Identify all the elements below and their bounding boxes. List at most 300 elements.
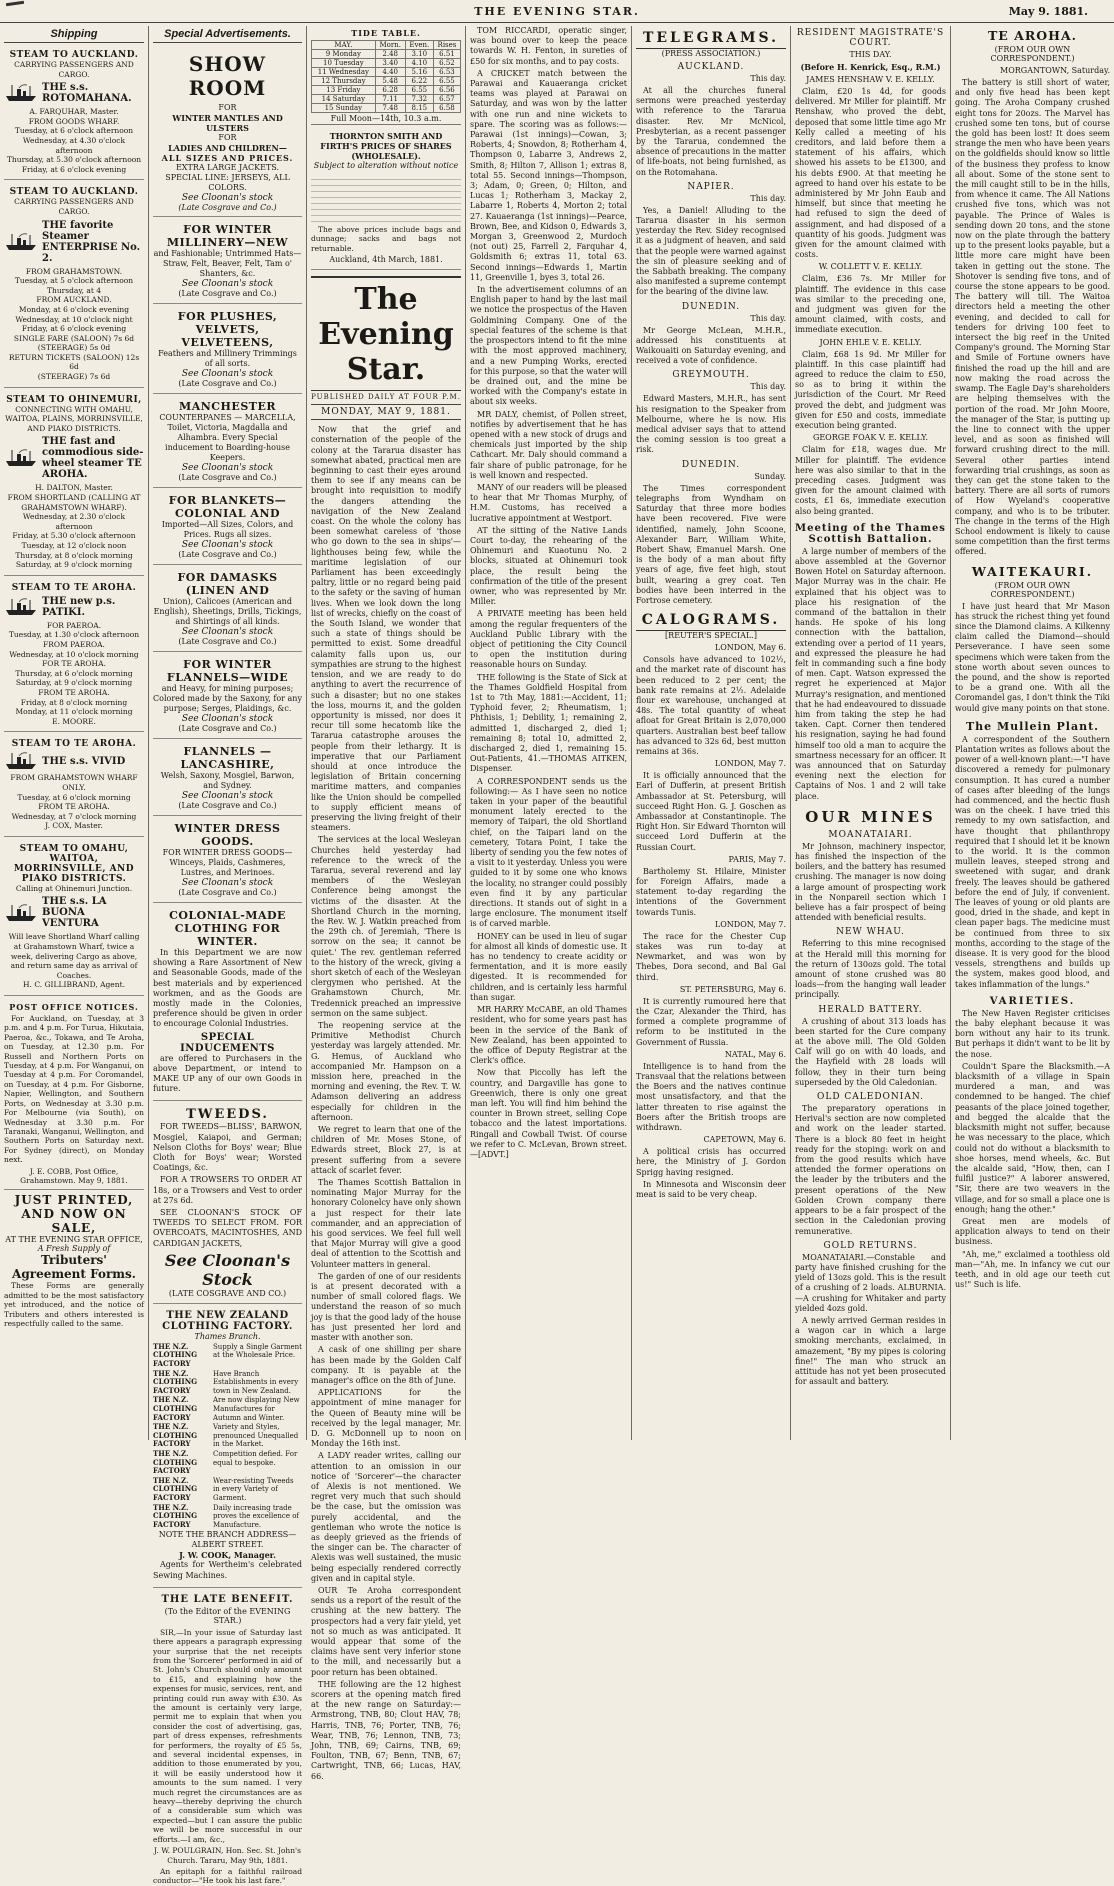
- draper-ad: [153, 819, 302, 903]
- post-office-text: For Auckland, on Tuesday, at 3 p.m. and 4 p.m. For Turua, Hikutaia, Paeroa, &c., Tokawa, and Te Aroha, on Tuesday, at 12.30 p.m. For Russell and Northern Ports on Tuesday, at 4 p.m. For Wanganui, on Tuesday at 4 p.m. For Coromandel, on Tuesday, at 4 p.m. For Gisborne, Napier, Wellington, and Southern Ports, on Wednesday at 3.30 p.m. For Melbourne (via South), on Wednesday at 3.30 p.m. For Taranaki, Wanganui, Wellington, and Southern Ports on Saturday next. For Sydney (direct), on Monday next.: [4, 1014, 145, 1165]
- editorial-paragraphs: [311, 425, 461, 1782]
- schedule-line: FROM AUCKLAND.: [36, 295, 112, 305]
- showroom-line: WINTER MANTLES AND ULSTERS: [172, 113, 283, 133]
- nzcf-row: [153, 1423, 302, 1449]
- schedule-line: Thursday, at 4: [46, 285, 102, 295]
- wertheim-note: Agents for Wertheim's celebrated Sewing Machines.: [153, 1560, 302, 1580]
- tide-cell: 14 Saturday: [312, 95, 376, 104]
- telegrams-title: TELEGRAMS.: [636, 30, 786, 49]
- printed-ad: [4, 1189, 144, 1328]
- column-telegrams: [632, 26, 790, 1440]
- news-paragraph: We regret to learn that one of the children of Mr. Moses Stone, of Edwards street, Block 27, is at present suffering from a severe attack of scarlet fever.: [311, 1125, 461, 1175]
- schedule-line: Friday, at 8 o'clock morning: [20, 697, 128, 707]
- column-editorial: [307, 26, 465, 1781]
- shipping-sub: CONNECTING WITH OMAHU, WAITOA, PLAINS, MORRINSVILLE, AND PIAKO DISTRICTS.: [5, 404, 143, 433]
- vessel-name: THE new p.s. PATIKI.: [42, 595, 116, 618]
- mine-text: Referring to this mine recognised at the Herald mill this morning for the return of 130ozs gold. The total amount of stone crushed was 80 loads—from the hanging wall leader principally.: [795, 939, 946, 1000]
- stock-source-late: (Late Cosgrave and Co.): [178, 724, 277, 733]
- tide-cell: 5.16: [405, 68, 433, 77]
- tide-table: [311, 40, 461, 113]
- schedule-line: Wednesday, at 7 o'clock morning: [11, 811, 137, 821]
- printed-text: These Forms are generally admitted to be the most satisfactory yet introduced, and the notice of Tributers and others interested is respectfully called to the same.: [4, 1281, 144, 1328]
- thornton-ad: [311, 128, 461, 270]
- schedule-line: Thursday, at 5.30 o'clock afternoon: [6, 155, 142, 165]
- tide-cell: 2.48: [375, 50, 405, 59]
- telegram-date: This day.: [750, 313, 786, 323]
- published-line: PUBLISHED DAILY AT FOUR P.M.: [311, 393, 461, 402]
- vessel-line: [4, 596, 144, 618]
- editorial-dateline: MONDAY, MAY 9, 1881.: [311, 404, 461, 420]
- tide-cell: 6.51: [433, 50, 460, 59]
- epitaph: An epitaph for a faithful railroad conductor—"He took his last fare.": [153, 1866, 302, 1886]
- stock-source: See Cloonan's stock: [181, 540, 274, 550]
- vessel-line: [4, 436, 144, 480]
- case-title: W. COLLETT V. E. KELLY.: [818, 262, 923, 272]
- variety-item: Great men are models of application always to tend on their business.: [955, 1216, 1110, 1247]
- nz-clothing-ad: [153, 1307, 302, 1588]
- tide-cell: 6.56: [433, 86, 460, 95]
- stock-source: See Cloonan's stock: [181, 279, 274, 289]
- te-aroha-date: MORGANTOWN, Saturday.: [1000, 66, 1110, 75]
- case-title: JOHN EHLE V. E. KELLY.: [819, 337, 922, 347]
- schedule-line: (STEERAGE) 7s 6d: [37, 372, 111, 382]
- tweeds-text: FOR TWEEDS—BLISS', BARWON, Mosgiel, Kaiapoi, and German; Nelson Cloths for Boys' wear; Blue Cloth for Boys' wear; Worsted Coatings, &c.: [153, 1122, 302, 1173]
- tide-header-cell: Morn.: [375, 41, 405, 50]
- tide-cell: 12 Thursday: [312, 77, 376, 86]
- tide-cell: 6.53: [433, 68, 460, 77]
- vessel-name: THE favorite Steamer ENTERPRISE No. 2.: [42, 219, 141, 264]
- nzcf-name: THE N.Z. CLOTHING FACTORY: [153, 1395, 198, 1422]
- mine-text: MOANATAIARI.—Constable and party have finished crushing for the yield of 13ozs gold. This is the result of a crushing of 2 loads. ALBURNIA.—A crushing for Whitaker and party yielded 4ozs gold.: [795, 1252, 946, 1313]
- stock-source: See Cloonan's stock: [181, 193, 274, 203]
- tweeds-ad: [153, 1104, 302, 1303]
- tide-header-cell: Even.: [405, 41, 433, 50]
- ad-heading: FOR WINTER FLANNELS—WIDE: [166, 658, 289, 684]
- ad-text: FOR WINTER DRESS GOODS—Winceys, Plaids, Cashmeres, Lustres, and Merinoes.: [162, 848, 293, 877]
- schedule-line: FROM GOODS WHARF.: [28, 116, 120, 126]
- printed-line: AT THE EVENING STAR OFFICE,: [5, 1235, 143, 1245]
- variety-item: The New Haven Register criticises the baby elephant because it was born without any hair to its trunk. But perhaps it didn't want to be lit by the nose.: [955, 1008, 1110, 1059]
- telegram-place: DUNEDIN.: [681, 459, 741, 470]
- te-aroha-title: TE AROHA.: [987, 28, 1078, 43]
- benefit-title: THE LATE BENEFIT.: [161, 1593, 294, 1605]
- nzcf-name: THE N.Z. CLOTHING FACTORY: [153, 1502, 198, 1529]
- schedule-line: FROM TE AROHA.: [38, 687, 110, 697]
- schedule-line: E. MOORE.: [52, 716, 96, 726]
- schedule-line: Saturday, at 9 o'clock morning: [15, 678, 133, 688]
- news-paragraph: A PRIVATE meeting has been held among the regular frequenters of the Auckland Public Library with the object of petitioning the City Council to open the institution during reasonable hours on Sunday.: [470, 609, 627, 670]
- schedule-line: RETURN TICKETS (SALOON) 12s 6d: [8, 352, 140, 372]
- news-paragraph: In the advertisement columns of an English paper to hand by the last mail we notice the prospectus of the Haven Goldmining Company. One of the special features of the scheme is that the prospectors intend to fit the mine with the most approved machinery, and a new Pumping Works, erected for this purpose, so that the water will be drained out, and the mine be worked with the Company's estate in about six weeks.: [470, 285, 627, 407]
- waitekauri-title: WAITEKAURI.: [971, 563, 1094, 579]
- schedule-line: Tuesday, at 1.30 o'clock afternoon: [8, 630, 140, 640]
- steamship-icon: [4, 449, 38, 467]
- mine-text: A crushing of about 313 loads has been started for the Cure company at the above mill. The Old Golden Calf will go on with 40 loads, and the Hayfield with 28 loads will follow, they in their turn being superseded by the Old Caledonian.: [795, 1016, 946, 1087]
- tide-cell: 4.10: [405, 59, 433, 68]
- schedule-line: J. COX, Master.: [45, 821, 103, 831]
- schedule-line: Wednesday, at 10 o'clock morning: [9, 649, 139, 659]
- news-paragraph: MANY of our readers will be pleased to hear that Mr Thomas Murphy, of H.M. Customs, has received a lucrative appointment at Westport.: [470, 482, 627, 523]
- ad-text: Imported—All Sizes, Colors, and Prices. Rugs all sizes.: [161, 520, 294, 539]
- tide-cell: 4.40: [375, 68, 405, 77]
- telegram-date: Sunday.: [754, 471, 786, 481]
- showroom-line: FOR: [218, 103, 237, 112]
- telegram-place: GREYMOUTH.: [672, 370, 750, 381]
- tide-row: [312, 59, 461, 68]
- schedule-line: (STEERAGE) 5s 0d: [37, 343, 111, 353]
- draper-ad: [153, 307, 302, 394]
- tweeds-stock-text: SEE CLOONAN'S STOCK OF TWEEDS TO SELECT FROM. FOR OVERCOATS, MACINTOSHES, AND CARDIGAN JACKETS,: [153, 1208, 302, 1248]
- steamship-icon: [4, 752, 38, 770]
- case-text: Claim, £20 1s 4d, for goods delivered. Mr Miller for plaintiff. Mr Renshaw, who proved the debt, deposed that some little time ago Mr Kelly called a meeting of his creditors, and laid before them a statement of his affairs, which showed his assets to be £1300, and his debts £900. At that meeting he agreed to hand over his estate to be administered by Mr John Eaub and himself, but since that meeting he had refused to sign the deed of assignment, and had disposed of a quantity of his goods. Judgment was given for the amount claimed with costs.: [795, 87, 946, 260]
- stock-source-late: (Late Cosgrave and Co.): [178, 203, 277, 212]
- telegram-date: This day.: [750, 193, 786, 203]
- shipping-title: STEAM TO TE AROHA.: [11, 582, 137, 593]
- cable-place: LONDON, May 7.: [714, 919, 786, 929]
- cable-text: In Minnesota and Wisconsin deer meat is said to be very cheap.: [636, 1179, 786, 1200]
- nzcf-row: [153, 1370, 302, 1396]
- benefit-to: (To the Editor of the EVENING STAR.): [164, 1606, 291, 1625]
- telegram-place: DUNEDIN.: [681, 301, 741, 312]
- case-title: GEORGE FOAK V. E. KELLY.: [812, 433, 929, 443]
- schedule-line: Wednesday, at 2.30 o'clock afternoon: [22, 512, 126, 531]
- news-paragraph: Now that Piccolly has left the country, and Dargaville has gone to Greenwich, there is only one great man left. You will find him behind the counter in Brown street, selling Cope tobacco and the latest importations. Ringall and Cowball Twist. Of course we refer to C. McLevan, Brown street.—[ADVT.]: [470, 1068, 627, 1159]
- nzcf-row: [153, 1396, 302, 1422]
- ad-text: Welsh, Saxony, Mosgiel, Barwon, and Sydney.: [160, 771, 295, 790]
- ad-text: COUNTERPANES — MARCELLA, Toilet, Victoria, Magdalla and Alhambra. Every Special inducement to Boarding-house Keepers.: [159, 413, 296, 462]
- mine-text: Mr Johnson, machinery inspector, has finished the inspection of the boilers, and the battery has resumed crushing. The manager is now doing a large amount of prospecting work in the Nonpareil section which I believe has a fair prospect of being attended with beneficial results.: [795, 841, 946, 923]
- cable-text: It is currently rumoured here that the Czar, Alexander the Third, has formed a complete programme of reform to be instituted in the Government of Russia.: [636, 996, 786, 1047]
- column-court-mines: [791, 26, 950, 1440]
- draper-ad: [153, 491, 302, 565]
- shipping-list: [4, 47, 144, 996]
- nzcf-claim: Have Branch Establishments in every town in New Zealand.: [213, 1369, 299, 1395]
- tide-row: [312, 104, 461, 113]
- nzcf-claim: Supply a Single Garment at the Wholesale Price.: [213, 1342, 302, 1360]
- stock-source-late: (Late Cosgrave and Co.): [178, 550, 277, 559]
- thornton-note: The above prices include bags and dunnage; sacks and bags not returnable.: [311, 225, 461, 253]
- post-office-title: POST OFFICE NOTICES.: [9, 1002, 139, 1013]
- stock-source-late: (Late Cosgrave and Co.): [178, 888, 277, 897]
- stock-source-late: (Late Cosgrave and Co.): [178, 379, 277, 388]
- nzcf-claim: Are now displaying New Manufactures for Autumn and Winter.: [213, 1396, 300, 1422]
- ad-heading: MANCHESTER: [179, 400, 276, 413]
- news-paragraph: A CORRESPONDENT sends us the following:— As I have seen no notice taken in your paper of the beautiful monument lately erected to the memory of Taipari, the old Shortland chief, on the Taipari land on the cemetery, Totara Point, I take the liberty of sending you the few notes of a visit to it yesterday. Unless you were guided to it by some one who knows the locality, no stranger could possibly even find it by any particular directions. It stands out of sight in a large enclosure. The monument itself is of carved marble.: [470, 776, 627, 929]
- telegram-date: This day.: [750, 74, 786, 83]
- vessel-line: [4, 220, 144, 264]
- shipping-entry: [4, 184, 144, 387]
- nzcf-name: THE N.Z. CLOTHING FACTORY: [153, 1449, 198, 1476]
- draper-ad: [153, 742, 302, 816]
- schedule-line: FROM GRAHAMSTOWN.: [25, 266, 123, 276]
- stock-source: See Cloonan's stock: [181, 627, 274, 637]
- steamship-icon: [4, 84, 38, 102]
- ad-heading: FOR PLUSHES, VELVETS, VELVETEENS,: [177, 310, 278, 349]
- nzcf-title: THE NEW ZEALAND CLOTHING FACTORY.: [162, 1309, 293, 1332]
- tide-cell: 3.40: [375, 59, 405, 68]
- telegram-text: Edward Masters, M.H.R., has sent his resignation to the Speaker from Melbourne, where he is now. His medical adviser says that to attend the coming session is too great a risk.: [636, 394, 786, 455]
- colonial-clothing-ad: [153, 906, 302, 1101]
- steamship-icon: [4, 904, 38, 922]
- shipping-entry: [4, 580, 144, 733]
- schedule-line: SINGLE FARE (SALOON) 7s 6d: [13, 333, 135, 343]
- stock-source-late: (Late Cosgrave and Co.): [178, 637, 277, 646]
- draper-ad: [153, 655, 302, 739]
- branch-address: NOTE THE BRANCH ADDRESS— ALBERT STREET.: [158, 1530, 297, 1550]
- tide-title: TIDE TABLE.: [351, 28, 421, 38]
- nzcf-name: THE N.Z. CLOTHING FACTORY: [153, 1341, 198, 1369]
- tide-cell: 3.10: [405, 50, 433, 59]
- mine-place: GOLD RETURNS.: [823, 1240, 918, 1251]
- schedule-line: Wednesday, at 10 o'clock night: [15, 314, 133, 324]
- column-local-news: [466, 26, 631, 1440]
- shipping-sub: CARRYING PASSENGERS AND CARGO.: [14, 60, 134, 79]
- news-paragraph: The garden of one of our residents is at present decorated with a number of small colored flags. We understand the reason of so much joy is that the good lady of the house has just presented her lord and master with another son.: [311, 1271, 461, 1343]
- german-anecdote: A newly arrived German resides in a wagon car in which a large smoking merchants, exclaimed, in amazement, "By my pipes is coloring fine!" The man who struck an attitude has not yet been prosecuted for assault and battery.: [795, 1315, 946, 1387]
- news-paragraph: AT the sitting of the Native Lands Court to-day, the rehearing of the Ohinemuri and Kuaotunu No. 2 blocks, situated at Ohinemuri took place, the result being the confirmation of the title of the present owner, who was represented by Mr. Miller.: [470, 525, 627, 607]
- cable-list: [636, 643, 786, 1200]
- thornton-signature: Auckland, 4th March, 1881.: [329, 255, 443, 265]
- see-cloonan: See Cloonan's Stock: [164, 1250, 291, 1289]
- case-text: Claim for £18, wages due. Mr Miller for plaintiff. The evidence here was also similar to that in the preceding cases. Judgment was given for the amount claimed with costs, £1 6s, immediate execution also being granted.: [795, 445, 946, 516]
- court-date: THIS DAY.: [849, 50, 892, 59]
- schedule-line: FROM TE AROHA.: [38, 802, 110, 812]
- column-district-news: [951, 26, 1114, 1440]
- stock-source: See Cloonan's stock: [181, 463, 274, 473]
- tide-cell: 6.22: [405, 77, 433, 86]
- full-moon: Full Moon—14th, 10.3 a.m.: [311, 113, 461, 125]
- vessel-line: [4, 752, 144, 770]
- nzcf-name: THE N.Z. CLOTHING FACTORY: [153, 1422, 198, 1449]
- nzcf-name: THE N.Z. CLOTHING FACTORY: [153, 1475, 198, 1502]
- printed-line: A Fresh Supply of: [37, 1244, 111, 1254]
- mullein-text: A correspondent of the Southern Plantation writes as follows about the power of a well-known plant:—"I have discovered a remedy for pulmonary consumption. It has cured a number of cases after bleeding of the lungs had commenced, and the hectic flush was on the cheek. I have tried this remedy to my own satisfaction, and have thought that philanthropy required that I should let it be known to the world. It is the common mullein leaves, steeped strong and sweetened with sugar, and drank freely. The leaves should be gathered before the end of July, if convenient. The leaves of young or old plants are good, dried in the shade, and kept in clean paper bags. The medicine must be continued from three to six months, according to the stage of the disease. It is very good for the blood vessels, strengthens and builds up the system, makes good blood, and takes inflammation of the lungs.": [955, 734, 1110, 989]
- nzcf-row: [153, 1343, 302, 1369]
- manager-name: J. W. COOK, Manager.: [179, 1550, 276, 1561]
- vessel-name: THE s.s. VIVID: [42, 755, 126, 767]
- post-office-signature: J. E. COBB, Post Office, Grahamstown. May 9, 1881.: [20, 1166, 128, 1185]
- printed-title: JUST PRINTED, AND NOW ON SALE,: [14, 1193, 134, 1236]
- tide-cell: 10 Tuesday: [312, 59, 376, 68]
- draper-ad: [153, 568, 302, 652]
- meeting-text: A large number of members of the above assembled at the Governor Bowen Hotel on Saturday afternoon. Major Murray was in the chair. He explained that his object was to place his resignation of the command of the battalion in their hands. He spoke of his long connection with the battalion, extending over a period of 11 years, and expressed the pleasure he had felt in commanding such a fine body of men. Capt. Watson expressed the regret he experienced at Major Murray's resignation, and mentioned that he had endeavoured to dissuade him from taking the step he had taken. Capt. Corner then tendered his resignation, saying he had found himself too old a man to acquire the smartness necessary for an officer. It was announced that on Saturday evening next the election for Captains of Nos. 1 and 2 will take place.: [795, 546, 946, 801]
- news-paragraph: APPLICATIONS for the appointment of mine manager for the Queen of Beauty mine will be received by the legal manager, Mr. D. G. McDonnell up to noon on Monday the 16th inst.: [311, 1388, 461, 1449]
- shipping-title: STEAM TO OMAHU, WAITOA, MORRINSVILLE, AND PIAKO DISTRICTS.: [13, 843, 135, 884]
- news-paragraph: OUR Te Aroha correspondent sends us a report of the result of the crushing at the new battery. The prospectors had a very fair yield, yet not so much as was anticipated. It would appear that some of the claims have sent very inferior stone to the mill, and necessarily but a poor return has been obtained.: [311, 1585, 461, 1677]
- nzcf-claim: Daily increasing trade proves the excellence of Manufacture.: [213, 1503, 300, 1529]
- shipping-entry: [4, 841, 144, 996]
- varieties-list: [955, 1009, 1110, 1290]
- mine-text: The preparatory operations in Herival's section are now completed and work on the leader started. There is a block 80 feet in height ready for the stoping: work on and from the good results which have attended the former operations on the leader by the tributers and the present operations of the New Golden Crown company there appears to be a fair prospect of the section in the Caledonian proving remunerative.: [795, 1104, 946, 1236]
- tide-cell: 6.58: [433, 104, 460, 113]
- nzcf-sub: Thames Branch.: [194, 1331, 261, 1341]
- case-title: JAMES HENSHAW V. E. KELLY.: [806, 75, 935, 84]
- news-paragraph: A LADY reader writes, calling our attention to an omission in our notice of 'Sorcerer'—the character of Alexis is not mentioned. We regret very much that such should be the case, but the omission was purely accidental, and the gentleman who wrote the notice is as deeply grieved as the friends of the singer can be. The character of Alexis was well sustained, the music being especially rendered correctly given and in capital style.: [311, 1451, 461, 1583]
- schedule-line: Friday, at 6 o'clock evening: [21, 164, 127, 174]
- tide-cell: 8.15: [405, 104, 433, 113]
- schedule-line: FROM PAEROA.: [43, 639, 105, 649]
- showroom-ad: [153, 47, 302, 217]
- vessel-name: THE s.s. LA BUONA VENTURA: [42, 896, 107, 930]
- cable-text: It is officially announced that the Earl of Dufferin, at present British Ambassador at St. Petersburg, will succeed Right Hon. G. J. Goschen as Ambassador at Constantinople. The Right Hon. Sir Edward Thornton will succeed Lord Dufferin at the Russian Court.: [636, 771, 786, 852]
- schedule-line: Tuesday, at 12 o'clock noon: [21, 541, 127, 550]
- cable-text: Intelligence is to hand from the Transvaal that the relations between the Boers and the natives continue most unsatisfactory, and that the latter threaten to rise against the Boers after the British troops are withdrawn.: [636, 1061, 786, 1133]
- nzcf-row: [153, 1477, 302, 1503]
- shipping-entry: [4, 736, 144, 837]
- telegram-place: NAPIER.: [687, 181, 735, 192]
- tide-cell: 6.52: [433, 59, 460, 68]
- news-paragraph: THE following is the State of Sick at the Thames Goldfield Hospital from 1st to 7th May, 1881:—Accident, 11; Typhoid fever, 2; Rheumatism, 1; Phthisis, 1; Debility, 1; remaining 2, admitted 1, discharged 2, died 1; remaining 8; total 10, admitted 2, discharged 2, died 1, remaining 15. Out-Patients, 41.—THOMAS AITKEN, Dispenser.: [470, 672, 627, 774]
- news-paragraph: HONEY can be used in lieu of sugar for almost all kinds of domestic use. It has no tendency to create acidity or fermentation, and it is more easily digested. It is recommended for children, and is certainly less harmful than sugar.: [470, 931, 627, 1002]
- column-header: Special Advertisements.: [153, 26, 302, 43]
- tide-cell: 7.32: [405, 95, 433, 104]
- news-paragraph: The services at the local Wesleyan Churches held yesterday had reference to the wreck of the Tararua, several reverend and lay members of the Wesleyan Conference being amongst the victims of the disaster. At the Shortland Church in the morning, the Rev. W. J. Watkin preached from the 29th ch. of Jeremiah, 'There is sorrow on the sea; it cannot be quiet.' The rev. gentleman referred to the history of the wreck, giving a short sketch of each of the Wesleyan clergymen who perished. At the Grahamstown Church, Mr. Tredennick preached an impressive sermon on the same subject.: [311, 835, 461, 1018]
- cable-place: LONDON, May 7.: [714, 759, 786, 769]
- schedule-line: Friday, at 5.30 o'clock afternoon: [12, 531, 136, 541]
- showroom-line: EXTRA LARGE JACKETS.: [175, 163, 280, 172]
- tide-cell: 7.48: [375, 104, 405, 113]
- cable-place: LONDON, May 6.: [714, 643, 786, 653]
- court-case-list: [795, 75, 946, 517]
- column-header: Shipping: [4, 26, 144, 43]
- shipping-title: STEAM TO TE AROHA.: [11, 739, 137, 750]
- ad-text: and Heavy, for mining purposes; Colored made by the Saxony, for any purpose; Serges, Plaidings, &c.: [153, 684, 302, 713]
- mines-list: [795, 830, 946, 1314]
- meeting-title: Meeting of the Thames Scottish Battalion.: [795, 522, 946, 545]
- news-paragraph: TOM RICCARDI, operatic singer, was bound over to keep the peace towards W. H. Fenton, in sureties of £50 for six months, and to pay costs.: [470, 26, 627, 66]
- telegram-text: The Times correspondent telegraphs from Wyndham on Saturday that three more bodies have been recovered. Five were identified, namely, John Scoone, Alexander Barr, William White, Robert Shaw, Emanuel Marsh. One is the body of a man about fifty years of age, five feet high, stout built, wearing a grey coat. Ten bodies have been interred in the Fortrose cemetery.: [636, 483, 786, 605]
- tweeds-title: TWEEDS.: [186, 1107, 269, 1123]
- cable-place: PARIS, May 7.: [728, 854, 786, 864]
- shipping-entry: [4, 47, 144, 180]
- schedule-line: FOR TE AROHA.: [42, 659, 106, 669]
- reuter-special: [REUTER'S SPECIAL.]: [665, 631, 757, 641]
- nzcf-claim: Competition defied. For equal to bespoke.: [213, 1450, 298, 1467]
- te-aroha-text: The battery is still short of water, and only five head has been kept going. The Aroha Company crushed eight tons for 20ozs. The Marvel has crushed some ten tons, but of course the gold has been lost! It does seem strange the men who have been years on the goldfields should know so little of the business they profess to know all about. Some of the stone sent to the mill caught still to be in the hills, from whence it came. The All Nations crushed five tons, which was not payable. The Prince of Wales is sending down 20 tons, and the stone now on the plate through the battery up to the present looks payable, but a little more care might have been taken in getting out the stone. The Shotover is sending five tons, and of course the stone appears to be good. The battery will till. The Waitoa directors held a meeting the other evening, and decided to call for tenders for driving 100 feet to intersect the big reef in the United Company's ground. The Morning Star and Smile of Fortune owners have finished the road up the hill and are now making the road across the swamp. The Eagle Day's shareholders are helping themselves with the portion of the road. Mr John Moore, the manager of the Star, is putting up the line to connect with the upper level, and as soon as finished will forward crushing direct to the mill. Several other parties intend forwarding trial crushings, as soon as they can get the stone taken to the battery. There are all sorts of rumors of How Wyeland's cooperative company, and who is to be tributer. The change in the terms of the High School endowment is likely to cause some competition than the first terms offered.: [955, 78, 1110, 557]
- telegram-text: At all the churches funeral sermons were preached yesterday with reference to the Tararua disaster. Rev. Mr McNicol, Presbyterian, as a recent passenger by the Tararua, condemned the absence of precautions in the matter of life-boats, not being furnished, as on the Rotomahana.: [636, 86, 786, 177]
- tide-cell: 9 Monday: [312, 50, 376, 59]
- tide-cell: 7.11: [375, 95, 405, 104]
- ad-heading: WINTER DRESS GOODS.: [174, 822, 281, 848]
- tide-row: [312, 86, 461, 95]
- press-association: (PRESS ASSOCIATION.): [661, 49, 761, 58]
- schedule-line: Tuesday, at 6 o'clock morning: [17, 792, 131, 802]
- schedule-line: Tuesday, at 5 o'clock afternoon: [14, 276, 134, 286]
- telegram-text: Yes, a Daniel! Alluding to the Tararua disaster in his sermon yesterday the Rev. Sidey recognised it as a judgment of heaven, and said that the people were warned against the sin of pleasure seeking and of the Sabbath breaking. The company also manifested a supreme contempt for the bearing of the divine law.: [636, 205, 786, 297]
- page-masthead: [0, 0, 1114, 23]
- local-news-paragraphs: [470, 26, 627, 1160]
- stock-source: See Cloonan's stock: [181, 369, 274, 379]
- waitekauri-text: I have just heard that Mr Mason has struck the richest thing yet found since the Diamond claims. A Kilkenny claim called the Diamond—should Perseverance. I have seen some specimens which were taken from the stone worth about seven ounces to the pound, and the show is reported to be a grand one. With all the Coromandel gas, I don't think the Tiki would give many points on that stone.: [955, 601, 1110, 713]
- schedule-line: A. FARQUHAR, Master.: [29, 107, 119, 117]
- vessel-line: [4, 896, 144, 929]
- ad-heading: FOR BLANKETS—COLONIAL AND: [168, 494, 287, 520]
- ad-heading: FOR DAMASKS (LINEN AND: [177, 571, 278, 597]
- printed-line: Tributers' Agreement Forms.: [12, 1253, 136, 1282]
- telegram-date: This day.: [750, 382, 786, 392]
- vessel-name: THE s.s. ROTOMAHANA.: [42, 82, 132, 105]
- case-text: Claim, £68 1s 9d. Mr Miller for plaintiff. In this case plaintiff had agreed to reduce the claim to £50, so as to bring it within the jurisdiction of the Court. Mr Reed proved the debt, and judgment was given for £50 and costs, immediate execution being granted.: [795, 349, 946, 431]
- cable-place: CAPETOWN, May 6.: [703, 1135, 786, 1145]
- showroom-line: ALL SIZES AND PRICES.: [161, 153, 294, 163]
- stock-source-late: (Late Cosgrave and Co.): [178, 289, 277, 298]
- shipping-entry: [4, 392, 144, 576]
- news-paragraph: The Thames Scottish Battalion in nominating Major Murray for the honorary Colonelcy have only shown a just respect for their late commander, and an appreciation of his good services. We feel full well that Major Murray will give a good deal of attention to the Scottish and Volunteer matters in general.: [311, 1178, 461, 1269]
- shipping-sub: CARRYING PASSENGERS AND CARGO.: [14, 197, 134, 216]
- waitekauri-sub: (FROM OUR OWN CORRESPONDENT.): [990, 580, 1075, 599]
- stock-source: See Cloonan's stock: [181, 791, 274, 801]
- tide-header-cell: Rises: [433, 41, 460, 50]
- cable-text: Bartholemy St. Hilaire, Minister for Foreign Affairs, made a statement to-day regarding the intentions of the Government towards Tunis.: [636, 866, 786, 917]
- showroom-line: FOR: [218, 133, 237, 142]
- newspaper-nameplate: The Evening Star.: [311, 276, 461, 391]
- mine-place: OLD CALEDONIAN.: [816, 1092, 925, 1103]
- showroom-line: SPECIAL LINE: JERSEYS, ALL COLORS.: [165, 173, 290, 192]
- shipping-title: STEAM TO OHINEMURI,: [6, 394, 142, 405]
- mullein-title: The Mullein Plant.: [965, 719, 1100, 733]
- showroom-line: LADIES AND CHILDREN—: [168, 143, 287, 153]
- stock-source: See Cloonan's stock: [181, 878, 274, 888]
- inducements-text: are offered to Purchasers in the above Department, or intend to MAKE UP any of our own Goods in future.: [153, 1053, 302, 1094]
- case-text: Claim, £36 7s. Mr Miller for plaintiff. The evidence in this case was similar to the preceding one, and judgment was given for the amount claimed, with costs, and immediate execution.: [795, 274, 946, 335]
- schedule-line: Tuesday, at 6 o'clock afternoon: [14, 126, 134, 136]
- benefit-text: SIR,—In your issue of Saturday last there appears a paragraph expressing your surprise that the net receipts from the 'Sorcerer' performed in aid of St. John's Church should only amount to £15, and explaining how the expenses for music, services, rent, and printing could run away with £30. As the amount is certainly very large, permit me to explain that when you consider the cost of advertising, gas, part of dress expenses, refreshments for performers, the royalty of £5 5s, and several incidental expenses, in addition to those enumerated by you, it will be easily understood how it amounts to the sum named. I very much regret the circumstances are as heavy—thereby depriving the church of a considerable sum which was expected—but I can assure the public we will be more successful in our efforts.—I am, &c.,: [153, 1627, 302, 1844]
- nzcf-row: [153, 1504, 302, 1530]
- schedule-line: H. DALTON, Master.: [35, 483, 113, 493]
- telegram-place: AUCKLAND.: [677, 62, 745, 72]
- schedule-line: FROM GRAHAMSTOWN WHARF ONLY.: [10, 773, 138, 792]
- court-title: RESIDENT MAGISTRATE'S COURT.: [796, 28, 945, 48]
- nzcf-row: [153, 1450, 302, 1476]
- schedule-line: Wednesday, at 4.30 o'clock afternoon: [22, 135, 126, 155]
- varieties-title: VARIETIES.: [989, 995, 1076, 1007]
- te-aroha-sub: (FROM OUR OWN CORRESPONDENT.): [990, 45, 1075, 63]
- nzcf-list: [153, 1343, 302, 1529]
- tide-row: [312, 50, 461, 59]
- ad-text: Feathers and Millinery Trimmings of all sorts.: [158, 349, 297, 368]
- colonial-text: In this Department we are now showing a Rare Assortment of New and Seasonable Goods, made of the best materials and by experienced workmen, and as the Goods are mostly made in the Colonies, preference should be given in order to encourage Colonial Industries.: [153, 948, 302, 1029]
- news-paragraph: A cask of one shilling per share has been made by the Golden Calf company. It is payable at the manager's office on the 8th of June.: [311, 1345, 461, 1385]
- benefit-signature: J. W. POULGRAIN, Hon. Sec. St. John's Church. Tararu, May 9th, 1881.: [154, 1846, 301, 1865]
- cable-text: The race for the Chester Cup stakes was run to-day at Newmarket, and was won by Thebes, Dora second, and Bal Gal third.: [636, 931, 786, 982]
- schedule-line: Thursday, at 8 o'clock morning: [15, 550, 133, 560]
- schedule-line: Friday, at 6 o'clock evening: [21, 324, 127, 334]
- draper-ad: [153, 397, 302, 488]
- news-paragraph: Now that the grief and consternation of the people of the colony at the Tararua disaster has somewhat abated, practical men are beginning to cast their eyes around them to see if any means can be brought into requisition to modify the dangers attending the navigation of the New Zealand coast. On the whole the colony has been somewhat careless of 'those who go down to the sea in ships'—lighthouses being few, while the maritime legislation of our Parliament has been exceedingly paltry, little or no regard being paid to the safety or the saving of human lives. When we look down the long list of wrecks, chiefly on the coast of the South Island, we wonder that such a state of things should be permitted to exist. Some dreadful calamity falls upon us, our sympathies are strung to the highest tension, and we are ready to do anything to avert the recurrence of such a disaster; but no one stakes the loss, mourns it, and the golden opportunity is missed, nor does it recur till some hecatomb like the Tararua catastrophe arouses the people from their lethargy. It is imperative that our Parliament should at once introduce the legislation of Britain concerning maritime matters, and companies like the Union should be compelled to supply efficient means of preserving the living freight of their steamers.: [311, 425, 461, 833]
- ad-heading: FLANNELS — LANCASHIRE,: [180, 745, 275, 771]
- vessel-line: [4, 82, 144, 104]
- ad-text: and Fashionable; Untrimmed Hats—Straw, Felt, Beaver, Felt, Tam o' Shanters, &c.: [153, 249, 302, 278]
- trowsers-text: FOR A TROWSERS TO ORDER AT 18s, or a Trowsers and Vest to order at 27s 6d.: [153, 1175, 302, 1205]
- schedule-line: FOR PAEROA.: [46, 620, 102, 630]
- tide-cell: 11 Wednesday: [312, 68, 376, 77]
- nzcf-claim: Wear-resisting Tweeds in every Variety of Garment.: [213, 1476, 294, 1502]
- shipping-title: STEAM TO AUCKLAND.: [9, 50, 139, 60]
- mines-title: OUR MINES: [805, 807, 936, 826]
- telegram-text: Mr George McLean, M.H.R., addressed his constituents at Waikouaiti on Saturday evening, and received a vote of confidence.: [636, 325, 786, 366]
- news-paragraph: MR DALY, chemist, of Pollen street, notifies by advertisement that he has opened with a new stock of drugs and chemicals just imported by the ship Cathcart. Mr. Daly should command a fair share of public patronage, for he is well known and respected.: [470, 409, 627, 480]
- stock-source-late: (Late Cosgrave and Co.): [178, 473, 277, 482]
- cable-text: A political crisis has occurred here, the Ministry of J. Gordon Sprigg having resigned.: [636, 1147, 786, 1177]
- calograms-title: CALOGRAMS.: [636, 612, 786, 631]
- cable-text: Consols have advanced to 102½, and the market rate of discount has been reduced to 2 per cent; the bank rate remains at 2½. Adelaide flour ex warehouse, unchanged at 48s. The total quantity of wheat afloat for Great Britain is 2,070,000 quarters. Australian best beef tallow has advanced to 32s 6d, best mutton remains at 36s.: [636, 655, 786, 756]
- schedule-line: Monday, at 6 o'clock evening: [18, 304, 130, 314]
- mine-place: HERALD BATTERY.: [818, 1004, 923, 1015]
- paper-title: THE EVENING STAR.: [474, 5, 640, 18]
- news-paragraph: A CRICKET match between the Parawai and Kauaeranga cricket teams was played at Parawai on Saturday, and was won by the latter with one run and nine wickets to spare. The scoring was as follows:—Parawai (1st innings)—Cowan, 3; Roberts, 4; Snowdon, 8; Rotherham 4, Thompson 0, Labarre 3, Andrews 2, Smith, 8; Hilton 7, Allison 1; extras 8, total 55. Second innings—Thompson, 3; Adam, 0; Green, 0; Hilton, and Lucas 1; Rotherham 3, Mackay 2, Labarre 1, Roberts 4, Morton 2; total 27. Kauaeranga (1st innings)—Pearce, Brown, Bee, and Kidson 0, Edwards 3, Morgan 3, Greenwood 2, Murdoch (not out) 25, Farrell 2, Farquhar 4, Goldsmith 6; extras 11, total 63. Second innings—Edwards 1, Martin 11, Greenville 1, byes 3, total 26.: [470, 68, 627, 282]
- ad-heading: FOR WINTER MILLINERY—NEW: [166, 223, 289, 249]
- colonial-title: COLONIAL-MADE CLOTHING FOR WINTER.: [169, 909, 286, 948]
